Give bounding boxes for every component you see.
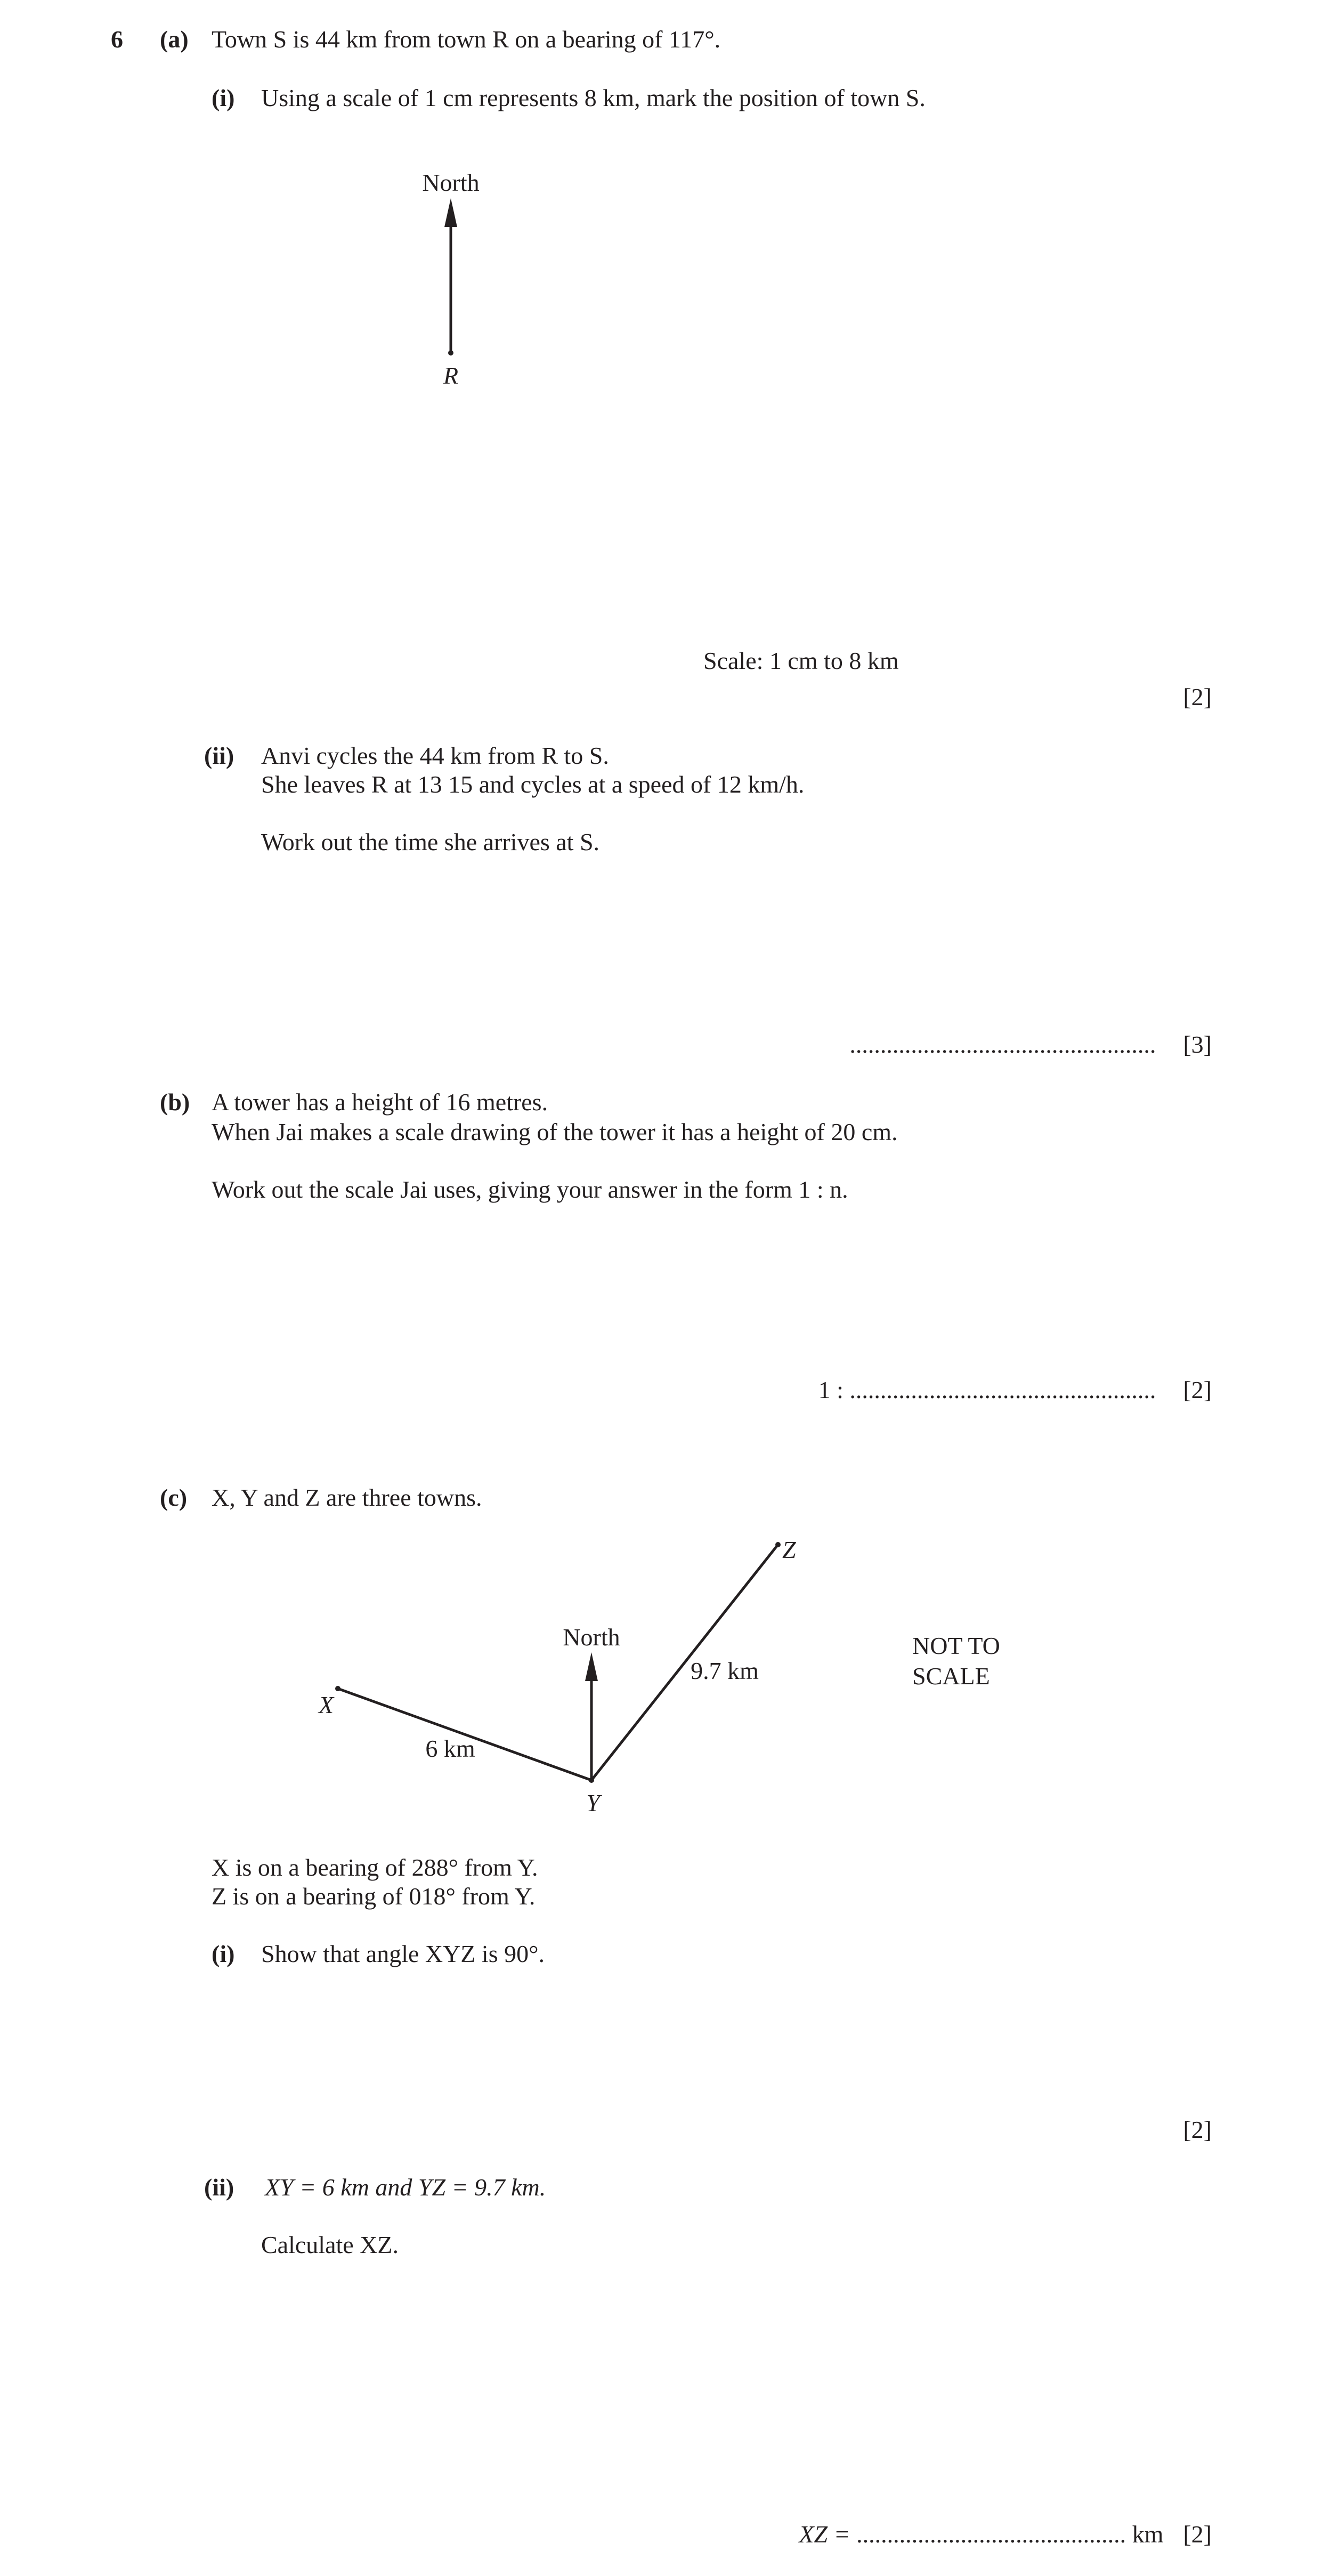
part-a-stem: Town S is 44 km from town R on a bearing of 117°.: [212, 26, 721, 53]
part-c-i-text: Show that angle XYZ is 90°.: [261, 1940, 545, 1967]
part-c-ii-given: XY = 6 km and YZ = 9.7 km.: [265, 2174, 546, 2201]
part-b-marks: [2]: [1183, 1376, 1212, 1403]
part-c-label: (c): [160, 1484, 188, 1511]
answer-dots-b[interactable]: ..................................................: [849, 1376, 1156, 1403]
answer-dots-a-ii[interactable]: ..................................................: [849, 1031, 1156, 1058]
point-z-label: Z: [782, 1536, 796, 1563]
north-label-r: North: [422, 169, 480, 196]
part-a-ii-label: (ii): [204, 742, 234, 769]
part-a-i-marks: [2]: [1183, 683, 1212, 710]
part-b-line1: A tower has a height of 16 metres.: [212, 1088, 548, 1116]
point-y: [589, 1778, 594, 1783]
part-a-i-text: Using a scale of 1 cm represents 8 km, mark the position of town S.: [261, 84, 926, 111]
yz-length-label: 9.7 km: [691, 1657, 759, 1684]
scale-note: Scale: 1 cm to 8 km: [703, 647, 899, 674]
part-b-answer-prefix: 1 :: [818, 1376, 844, 1403]
part-b-label: (b): [160, 1088, 190, 1116]
part-a-ii-line1: Anvi cycles the 44 km from R to S.: [261, 742, 609, 769]
part-a-ii-line2: She leaves R at 13 15 and cycles at a speed of 12 km/h.: [261, 771, 805, 798]
not-to-scale-line2: SCALE: [912, 1662, 990, 1690]
north-label-y: North: [563, 1624, 620, 1651]
part-c-ii-instruction: Calculate XZ.: [261, 2231, 399, 2258]
part-a-label: (a): [160, 26, 189, 53]
point-z: [775, 1542, 781, 1547]
part-c-ii-marks: [2]: [1183, 2521, 1212, 2548]
part-b-instruction: Work out the scale Jai uses, giving your answer in the form 1 : n.: [212, 1176, 848, 1203]
not-to-scale-line1: NOT TO: [912, 1632, 1000, 1659]
point-x-label: X: [318, 1691, 334, 1718]
answer-dots-c-ii[interactable]: ............................................: [856, 2521, 1126, 2548]
part-a-ii-marks: [3]: [1183, 1031, 1212, 1058]
question-number: 6: [111, 26, 123, 53]
north-arrowhead-y: [585, 1652, 598, 1681]
segment-xy: [338, 1689, 591, 1780]
part-c-ii-label: (ii): [204, 2174, 234, 2201]
point-y-label: Y: [586, 1789, 600, 1816]
part-c-fact1: X is on a bearing of 288° from Y.: [212, 1854, 538, 1881]
part-c-ii-answer-prefix: XZ =: [799, 2521, 850, 2548]
part-a-i-label: (i): [212, 84, 235, 111]
point-r-label: R: [443, 362, 459, 389]
part-c-fact2: Z is on a bearing of 018° from Y.: [212, 1883, 536, 1910]
xy-length-label: 6 km: [425, 1735, 475, 1762]
point-x: [335, 1686, 340, 1691]
part-b-line2: When Jai makes a scale drawing of the tower it has a height of 20 cm.: [212, 1118, 898, 1145]
part-c-ii-answer-line: [799, 2520, 1212, 2549]
part-a-ii-instruction: Work out the time she arrives at S.: [261, 828, 600, 855]
part-c-stem: X, Y and Z are three towns.: [212, 1484, 482, 1511]
part-c-i-marks: [2]: [1183, 2116, 1212, 2143]
part-c-ii-answer-unit: km: [1132, 2521, 1164, 2548]
part-c-i-label: (i): [212, 1940, 235, 1967]
